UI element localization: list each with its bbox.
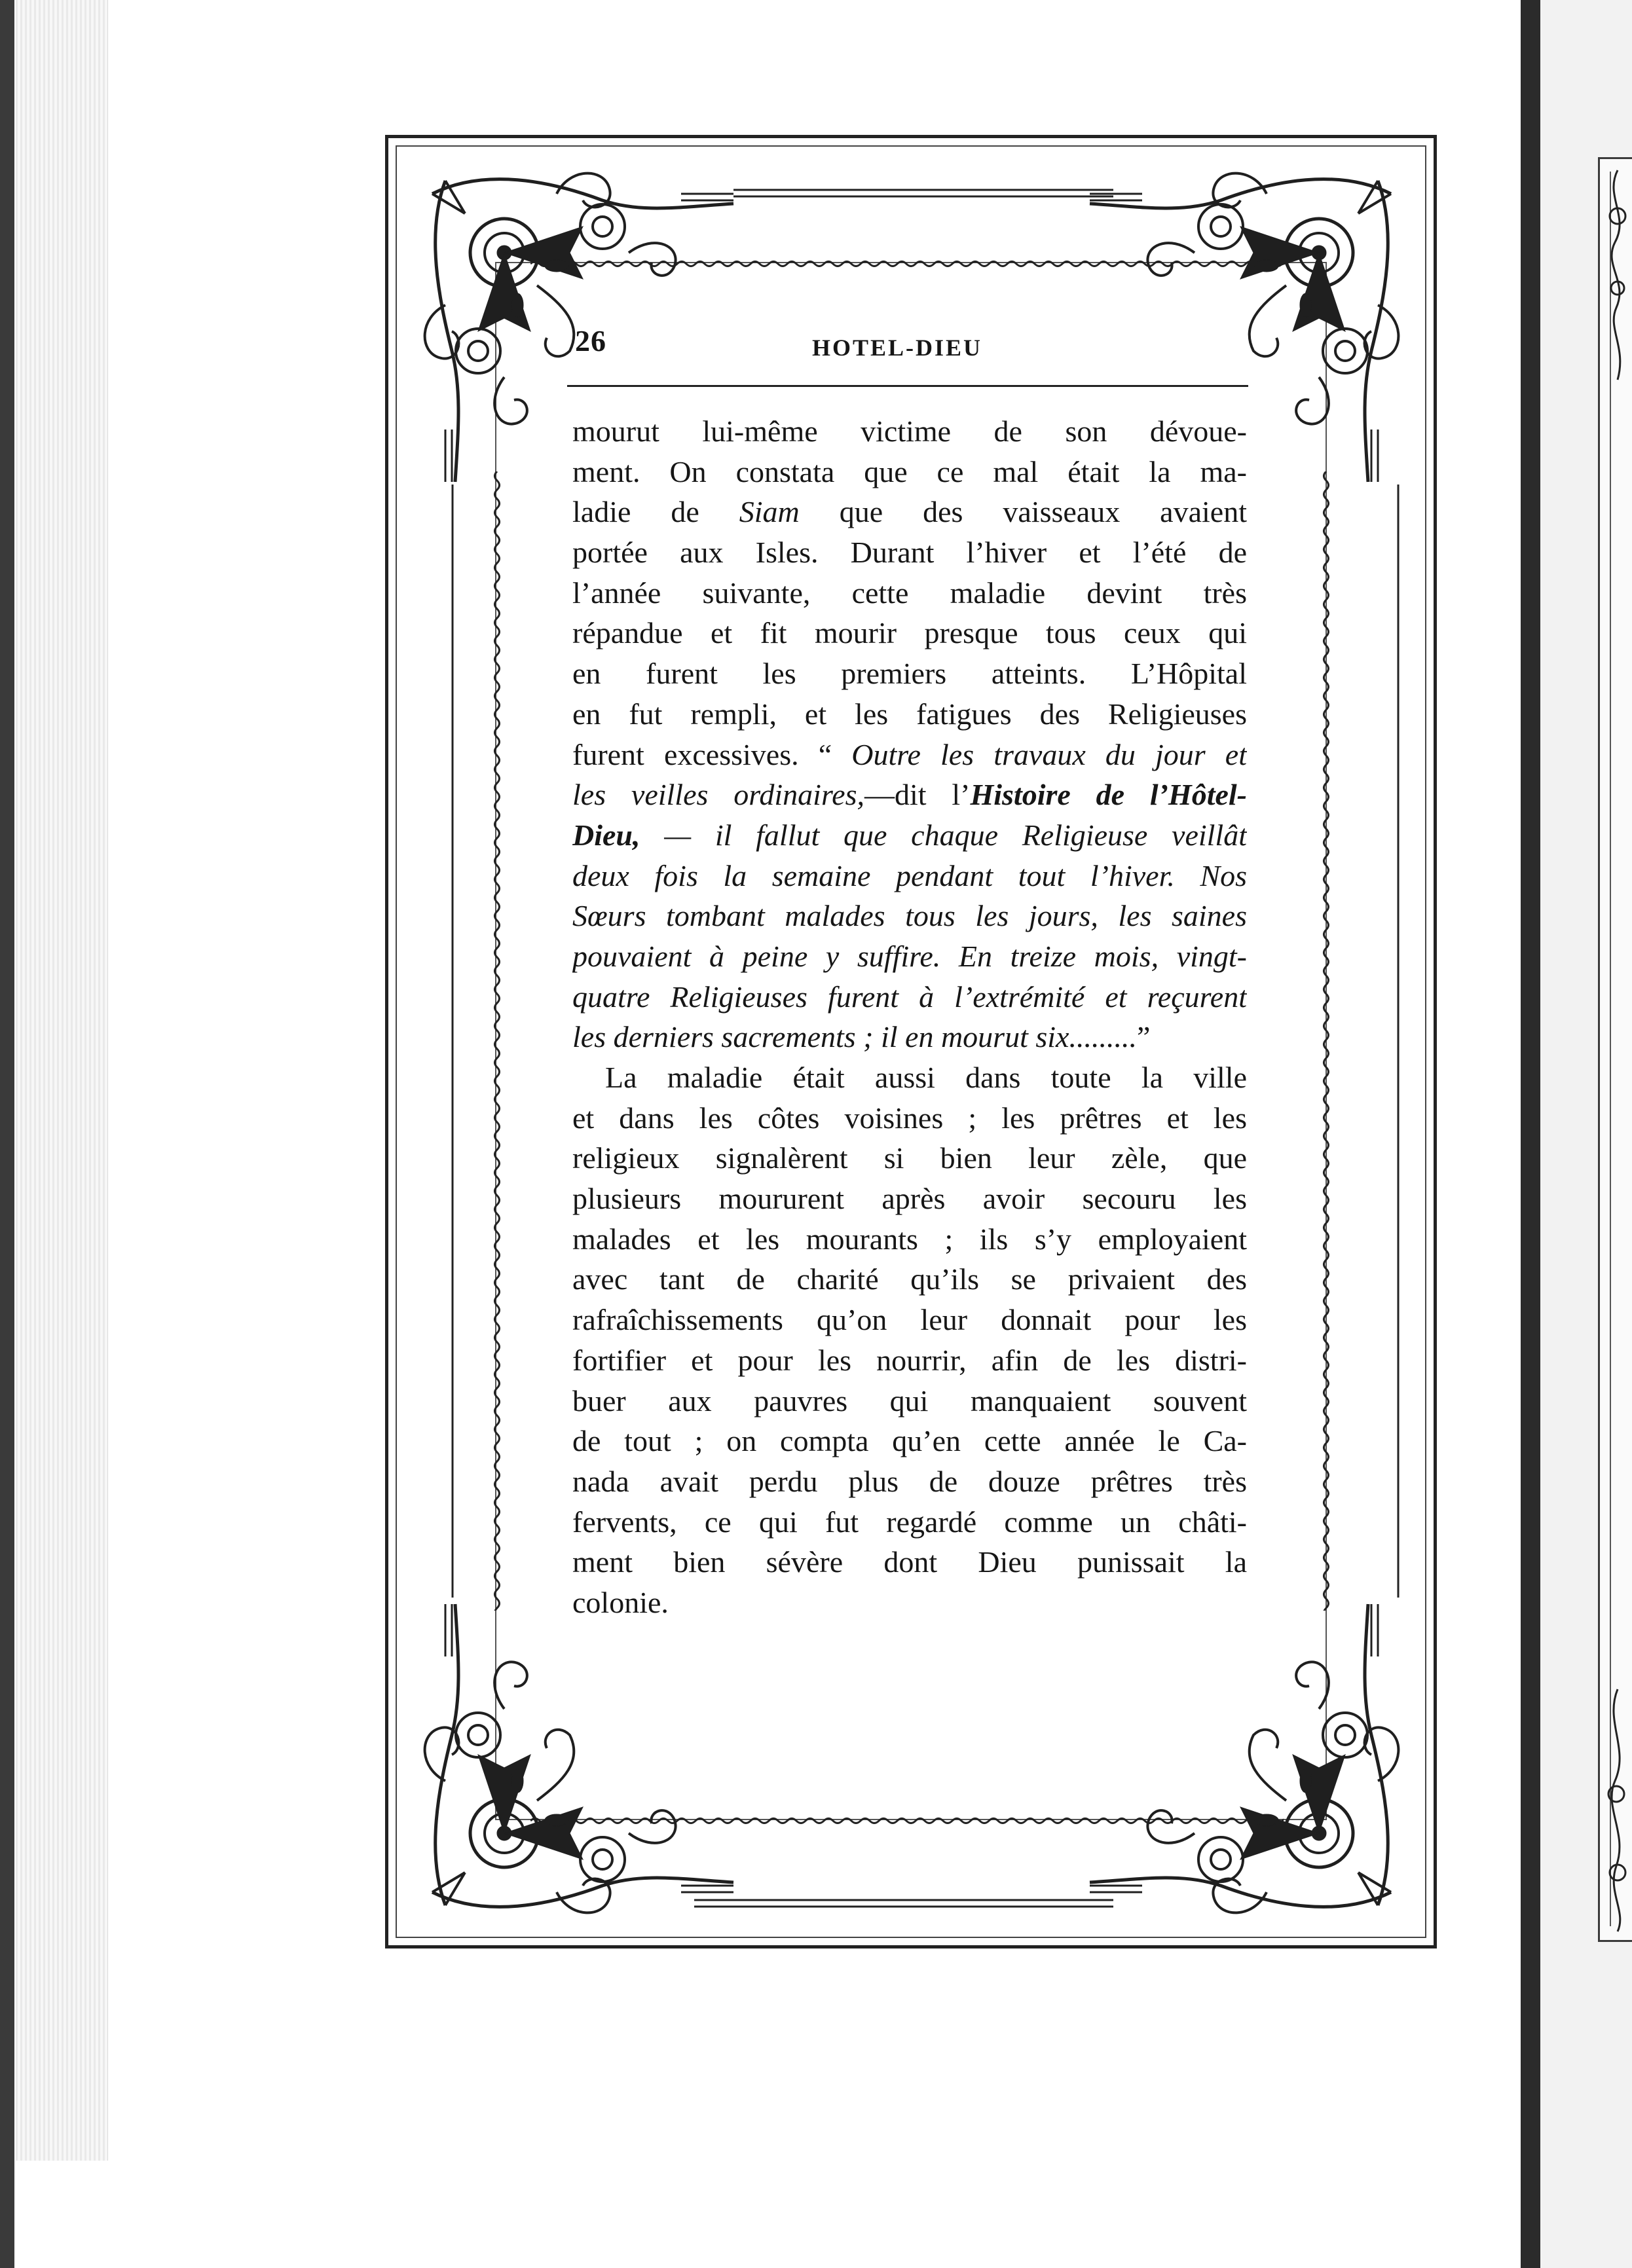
facing-corner-flourish-icon-bottom — [1598, 1676, 1632, 1938]
text-run: —dit l’ — [864, 778, 971, 812]
text-line — [572, 573, 1247, 613]
page-edges — [16, 0, 108, 2161]
text-run: malades et les mourants ; ils s’y employaient — [572, 1222, 1247, 1256]
text-line — [572, 1461, 1247, 1502]
text-line — [572, 1098, 1247, 1139]
text-line — [572, 1502, 1247, 1543]
right-border-rule — [1395, 485, 1401, 1598]
text-line — [572, 856, 1247, 896]
text-run: rafraîchissements qu’on leur donnait pour les — [572, 1303, 1247, 1337]
text-run: Sœurs tombant malades tous les jours, les saines — [572, 899, 1247, 933]
text-line — [572, 735, 1247, 775]
text-line — [572, 815, 1247, 856]
text-line — [572, 1138, 1247, 1179]
text-run: Histoire de l’Hôtel- — [970, 778, 1247, 812]
text-run: nada avait perdu plus de douze prêtres très — [572, 1464, 1247, 1498]
text-run: mourut lui-même victime de son dévoue- — [572, 414, 1247, 448]
text-run: et dans les côtes voisines ; les prêtres et les — [572, 1101, 1247, 1135]
text-line — [572, 1542, 1247, 1582]
text-line — [572, 1582, 1247, 1623]
text-line — [572, 1381, 1247, 1421]
text-run: colonie. — [572, 1585, 669, 1619]
text-run: fervents, ce qui fut regardé comme un châti- — [572, 1505, 1247, 1539]
text-line — [572, 613, 1247, 653]
text-line — [572, 1219, 1247, 1260]
text-run: ladie de — [572, 495, 739, 529]
facing-page-inner-rule — [1610, 172, 1632, 1926]
body-text — [572, 411, 1247, 1623]
text-line — [572, 411, 1247, 452]
text-run: l’année suivante, cette maladie devint très — [572, 576, 1247, 610]
text-line — [572, 1421, 1247, 1461]
text-run: fortifier et pour les nourrir, afin de les distri- — [572, 1343, 1247, 1377]
text-line — [572, 492, 1247, 532]
running-head: HOTEL-DIEU — [811, 335, 983, 361]
text-line — [572, 936, 1247, 977]
text-run: La maladie était aussi dans toute la ville — [605, 1061, 1247, 1094]
text-line — [572, 1179, 1247, 1219]
text-line — [572, 452, 1247, 492]
text-run: que des vaisseaux avaient — [799, 495, 1247, 529]
text-line — [572, 775, 1247, 815]
top-border-rules — [733, 177, 1113, 203]
text-line — [572, 1300, 1247, 1340]
text-run: Siam — [739, 495, 800, 529]
text-line — [572, 1057, 1247, 1098]
book-gutter — [0, 0, 14, 2268]
text-run: portée aux Isles. Durant l’hiver et l’été de — [572, 536, 1247, 570]
text-run: en furent les premiers atteints. L’Hôpital — [572, 657, 1247, 691]
book-binding — [1521, 0, 1540, 2268]
wavy-border-icon-left — [490, 471, 504, 1611]
text-run: quatre Religieuses furent à l’extrémité et reçurent — [572, 979, 1247, 1014]
text-run: — il fallut que chaque Religieuse veillât — [640, 818, 1247, 852]
text-line — [572, 653, 1247, 694]
text-run: ment bien sévère dont Dieu punissait la — [572, 1545, 1247, 1579]
bottom-border-rules — [694, 1891, 1113, 1917]
wavy-border-icon-right — [1319, 471, 1333, 1611]
text-run: les veilles ordinaires, — [572, 778, 864, 812]
text-run: deux fois la semaine pendant tout l’hiver. Nos — [572, 858, 1247, 892]
text-line — [572, 694, 1247, 735]
text-run: avec tant de charité qu’ils se privaient des — [572, 1262, 1247, 1296]
corner-flourish-icon-bottom-left — [406, 1591, 747, 1931]
text-line — [572, 532, 1247, 573]
text-line — [572, 1259, 1247, 1300]
text-run: ment. On constata que ce mal était la ma- — [572, 454, 1247, 488]
text-run: en fut rempli, et les fatigues des Religieuses — [572, 697, 1247, 731]
text-run: les derniers sacrements ; il en mourut six......... — [572, 1020, 1137, 1054]
header-rule — [567, 385, 1248, 387]
text-run: plusieurs moururent après avoir secouru les — [572, 1182, 1247, 1216]
left-border-rule — [449, 485, 456, 1598]
page-number: 26 — [575, 324, 606, 357]
text-run: ” — [1136, 1020, 1151, 1054]
text-line — [572, 1340, 1247, 1381]
text-line — [572, 1017, 1247, 1057]
text-run: religieux signalèrent si bien leur zèle, que — [572, 1141, 1247, 1175]
facing-corner-flourish-icon — [1598, 157, 1632, 393]
text-run: pouvaient à peine y suffire. En treize mois, vingt- — [572, 939, 1247, 973]
text-run: de tout ; on compta qu’en cette année le Ca- — [572, 1424, 1247, 1458]
text-run: buer aux pauvres qui manquaient souvent — [572, 1383, 1247, 1418]
corner-flourish-icon-bottom-right — [1077, 1591, 1417, 1931]
text-run: furent excessives. “ — [572, 737, 852, 771]
text-run: répandue et fit mourir presque tous ceux qui — [572, 616, 1247, 650]
text-line — [572, 896, 1247, 936]
text-run: Dieu, — [572, 818, 640, 852]
text-line — [572, 977, 1247, 1017]
text-run: Outre les travaux du jour et — [851, 737, 1247, 771]
